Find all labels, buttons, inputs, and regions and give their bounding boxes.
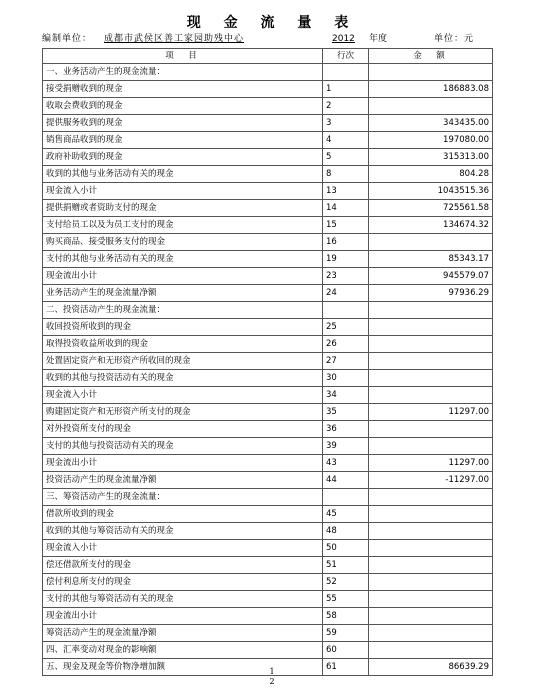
row-item-label: 支付的其他与投资活动有关的现金	[43, 438, 323, 455]
row-amount	[369, 336, 493, 353]
row-line-number: 36	[323, 421, 369, 438]
row-line-number: 50	[323, 540, 369, 557]
row-item-label: 对外投资所支付的现金	[43, 421, 323, 438]
table-row	[43, 285, 493, 302]
table-row	[43, 268, 493, 285]
row-line-number: 13	[323, 183, 369, 200]
row-line-number: 30	[323, 370, 369, 387]
table-row	[43, 64, 493, 81]
table-row	[43, 642, 493, 659]
table-row	[43, 251, 493, 268]
row-line-number: 15	[323, 217, 369, 234]
table-row	[43, 370, 493, 387]
col-header-item: 项 目	[43, 49, 323, 64]
row-line-number: 51	[323, 557, 369, 574]
row-item-label: 支付的其他与筹资活动有关的现金	[43, 591, 323, 608]
row-amount: 11297.00	[369, 455, 493, 472]
row-item-label: 接受捐赠收到的现金	[43, 81, 323, 98]
row-item-label: 偿付利息所支付的现金	[43, 574, 323, 591]
row-amount: 725561.58	[369, 200, 493, 217]
row-amount	[369, 557, 493, 574]
table-row	[43, 183, 493, 200]
table-row	[43, 455, 493, 472]
table-row	[43, 438, 493, 455]
row-amount: 86639.29	[369, 659, 493, 676]
row-item-label: 偿还借款所支付的现金	[43, 557, 323, 574]
table-row	[43, 319, 493, 336]
row-amount: 1043515.36	[369, 183, 493, 200]
row-line-number: 27	[323, 353, 369, 370]
table-row	[43, 608, 493, 625]
table-row	[43, 421, 493, 438]
row-item-label: 政府补助收到的现金	[43, 149, 323, 166]
row-item-label: 收到的其他与投资活动有关的现金	[43, 370, 323, 387]
year-suffix: 年度	[369, 34, 388, 44]
row-amount: 315313.00	[369, 149, 493, 166]
table-row	[43, 523, 493, 540]
row-item-label: 购建固定资产和无形资产所支付的现金	[43, 404, 323, 421]
row-amount	[369, 591, 493, 608]
row-item-label: 取得投资收益所收到的现金	[43, 336, 323, 353]
row-line-number: 14	[323, 200, 369, 217]
row-amount	[369, 625, 493, 642]
row-line-number: 55	[323, 591, 369, 608]
row-line-number: 16	[323, 234, 369, 251]
row-line-number: 44	[323, 472, 369, 489]
table-row	[43, 149, 493, 166]
table-row	[43, 472, 493, 489]
row-amount	[369, 506, 493, 523]
unit-label: 单位：元	[434, 34, 475, 44]
row-line-number: 43	[323, 455, 369, 472]
org-label: 编制单位：	[42, 34, 93, 44]
row-amount	[369, 608, 493, 625]
row-line-number: 58	[323, 608, 369, 625]
row-line-number: 2	[323, 98, 369, 115]
row-item-label: 现金流入小计	[43, 540, 323, 557]
table-row	[43, 98, 493, 115]
row-line-number	[323, 489, 369, 506]
row-amount: 945579.07	[369, 268, 493, 285]
table-row	[43, 489, 493, 506]
row-item-label: 五、现金及现金等价物净增加额	[43, 659, 323, 676]
row-amount: 186883.08	[369, 81, 493, 98]
row-item-label: 提供捐赠或者资助支付的现金	[43, 200, 323, 217]
row-item-label: 收到的其他与业务活动有关的现金	[43, 166, 323, 183]
table-header-row	[43, 49, 493, 64]
row-amount	[369, 353, 493, 370]
row-line-number: 35	[323, 404, 369, 421]
table-row	[43, 166, 493, 183]
row-amount: 97936.29	[369, 285, 493, 302]
row-item-label: 筹资活动产生的现金流量净额	[43, 625, 323, 642]
row-item-label: 现金流入小计	[43, 183, 323, 200]
row-line-number: 39	[323, 438, 369, 455]
row-item-label: 二、投资活动产生的现金流量：	[43, 302, 323, 319]
table-row	[43, 115, 493, 132]
row-amount	[369, 98, 493, 115]
row-item-label: 提供服务收到的现金	[43, 115, 323, 132]
table-row	[43, 540, 493, 557]
table-row	[43, 353, 493, 370]
row-amount	[369, 438, 493, 455]
row-amount	[369, 540, 493, 557]
row-amount	[369, 234, 493, 251]
row-amount	[369, 489, 493, 506]
row-amount: 85343.17	[369, 251, 493, 268]
table-row	[43, 234, 493, 251]
page-number: 2	[269, 677, 275, 686]
row-item-label: 现金流出小计	[43, 608, 323, 625]
row-item-label: 业务活动产生的现金流量净额	[43, 285, 323, 302]
col-header-line: 行次	[323, 49, 369, 64]
page-number: 1	[269, 667, 275, 676]
table-row	[43, 557, 493, 574]
table-row	[43, 387, 493, 404]
row-line-number: 59	[323, 625, 369, 642]
org-name: 成都市武侯区善工家园助残中心	[104, 34, 245, 44]
row-amount	[369, 64, 493, 81]
table-row	[43, 302, 493, 319]
col-header-amount: 金 额	[369, 49, 493, 64]
row-item-label: 投资活动产生的现金流量净额	[43, 472, 323, 489]
row-line-number: 3	[323, 115, 369, 132]
table-row	[43, 81, 493, 98]
row-line-number: 8	[323, 166, 369, 183]
row-item-label: 处置固定资产和无形资产所收回的现金	[43, 353, 323, 370]
row-item-label: 销售商品收到的现金	[43, 132, 323, 149]
row-item-label: 一、业务活动产生的现金流量：	[43, 64, 323, 81]
row-amount: 343435.00	[369, 115, 493, 132]
table-row	[43, 574, 493, 591]
cash-flow-table	[42, 48, 493, 676]
row-amount: 11297.00	[369, 404, 493, 421]
row-item-label: 收取会费收到的现金	[43, 98, 323, 115]
row-amount	[369, 523, 493, 540]
table-row	[43, 506, 493, 523]
row-line-number: 19	[323, 251, 369, 268]
row-line-number	[323, 64, 369, 81]
row-line-number: 4	[323, 132, 369, 149]
row-line-number: 60	[323, 642, 369, 659]
row-line-number: 45	[323, 506, 369, 523]
row-amount: 197080.00	[369, 132, 493, 149]
row-item-label: 收回投资所收到的现金	[43, 319, 323, 336]
row-item-label: 购买商品、接受服务支付的现金	[43, 234, 323, 251]
row-amount: -11297.00	[369, 472, 493, 489]
row-line-number: 34	[323, 387, 369, 404]
row-line-number: 26	[323, 336, 369, 353]
table-row	[43, 132, 493, 149]
report-meta	[42, 32, 492, 46]
table-row	[43, 336, 493, 353]
row-item-label: 支付的其他与业务活动有关的现金	[43, 251, 323, 268]
row-line-number: 25	[323, 319, 369, 336]
row-item-label: 借款所收到的现金	[43, 506, 323, 523]
row-item-label: 三、筹资活动产生的现金流量：	[43, 489, 323, 506]
row-line-number: 48	[323, 523, 369, 540]
row-item-label: 现金流入小计	[43, 387, 323, 404]
row-line-number: 23	[323, 268, 369, 285]
row-amount	[369, 319, 493, 336]
row-item-label: 四、汇率变动对现金的影响额	[43, 642, 323, 659]
row-amount: 804.28	[369, 166, 493, 183]
table-row	[43, 625, 493, 642]
row-item-label: 收到的其他与筹资活动有关的现金	[43, 523, 323, 540]
report-title: 现 金 流 量 表	[186, 15, 358, 31]
row-amount: 134674.32	[369, 217, 493, 234]
row-line-number	[323, 302, 369, 319]
row-item-label: 现金流出小计	[43, 268, 323, 285]
row-item-label: 现金流出小计	[43, 455, 323, 472]
row-amount	[369, 574, 493, 591]
report-year: 2012	[332, 34, 355, 44]
row-item-label: 支付给员工以及为员工支付的现金	[43, 217, 323, 234]
row-amount	[369, 421, 493, 438]
table-body	[43, 64, 493, 676]
row-amount	[369, 387, 493, 404]
row-line-number: 52	[323, 574, 369, 591]
table-row	[43, 591, 493, 608]
row-line-number: 1	[323, 81, 369, 98]
row-amount	[369, 370, 493, 387]
table-row	[43, 200, 493, 217]
row-line-number: 61	[323, 659, 369, 676]
table-row	[43, 404, 493, 421]
row-amount	[369, 642, 493, 659]
row-line-number: 5	[323, 149, 369, 166]
table-row	[43, 217, 493, 234]
row-line-number: 24	[323, 285, 369, 302]
row-amount	[369, 302, 493, 319]
